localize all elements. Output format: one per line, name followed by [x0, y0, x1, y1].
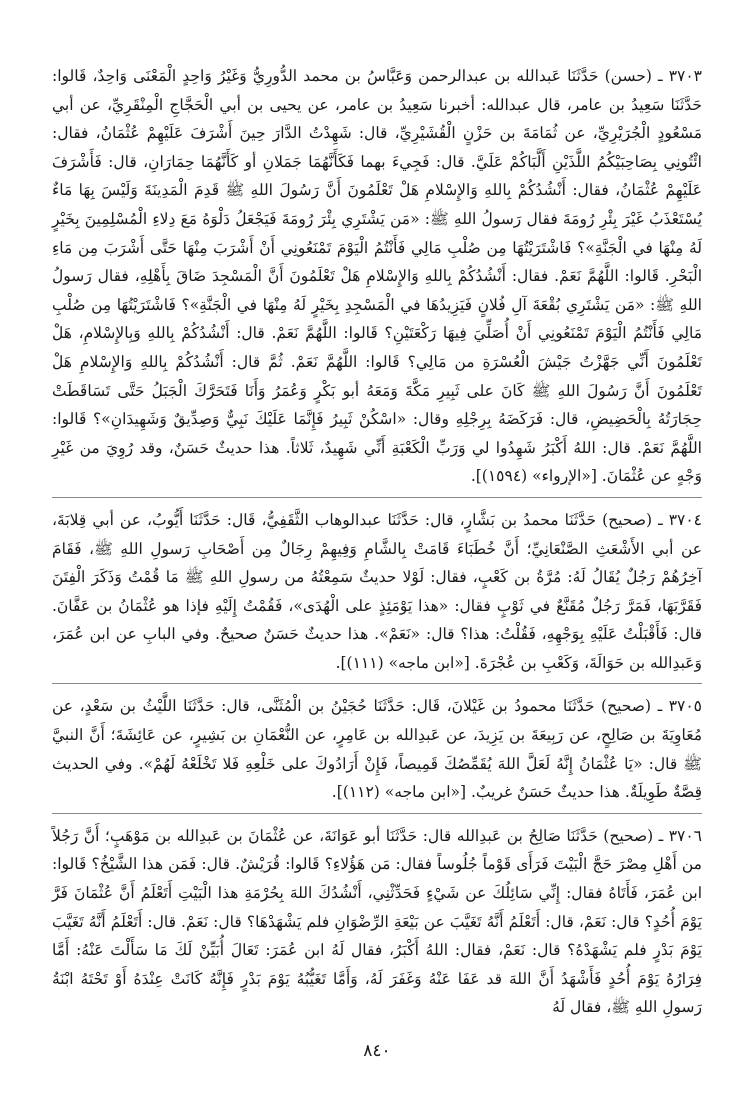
hadith-separator — [52, 813, 702, 814]
hadith-3703: ٣٧٠٣ ـ (حسن) حَدَّثَنَا عَبدالله بن عبدالرحمن وَعَبَّاسُ بن محمد الدُّورِيُّ وَغَيْرُ وَاحِدٍ الْمَعْنَى وَاحِدٌ، قَالوا: حَدَّثَنَا سَعِيدُ بن عامر، قال عبدالله: أخبرنا سَعِيدُ بن عامر، عن يحيى بن أبي الْحَجَّاجِ الْمِنْقَرِيِّ، عن أبي مَسْعُودٍ الْجُرَيْرِيِّ، عن ثُمَامَةَ بن حَزْنٍ الْقُشَيْرِيِّ، قال: شَهِدْتُ الدَّارَ حِينَ أَشْرَفَ عَلَيْهِمْ عُثْمَانُ، فقال: ائْتُونِي بِصَاحِبَيْكُمُ اللَّذَيْنِ أَلَّبَاكُمْ عَلَيَّ. قال: فَجِيءَ بهما فَكَأَنَّهُمَا جَمَلانِ أو كَأَنَّهُمَا حِمَارَانِ، قال: فَأَشْرَفَ عَلَيْهِمْ عُثْمَانُ، فقال: أَنْشُدُكُمْ بِاللهِ وَالإِسْلامِ هَلْ تَعْلَمُونَ أَنَّ رَسُولَ اللهِ ﷺ قَدِمَ الْمَدِينَةَ وَلَيْسَ بِهَا مَاءٌ يُسْتَعْذَبُ غَيْرَ بِئْرِ رُومَةَ فقال رَسولُ اللهِ ﷺ: «مَن يَشْتَرِي بِئْرَ رُومَةَ فَيَجْعَلُ دَلْوَهُ مَعَ دِلاءِ الْمُسْلِمِينَ بِخَيْرٍ لَهُ مِنْهَا في الْجَنَّةِ»؟ فَاشْتَرَيْتُهَا مِن صُلْبِ مَالِي فَأَنْتُمُ الْيَوْمَ تَمْنَعُونِي أَنْ أَشْرَبَ مِنْهَا حَتَّى أَشْرَبَ مِن مَاءِ الْبَحْرِ. قَالوا: اللَّهُمَّ نَعَمْ. فقال: أَنْشُدُكُمْ بِاللهِ وَالإِسْلامِ هَلْ تَعْلَمُونَ أَنَّ الْمَسْجِدَ ضَاقَ بِأَهْلِهِ، فقال رَسولُ اللهِ ﷺ: «مَن يَشْتَرِي بُقْعَةَ آلِ فُلانٍ فَيَزِيدُهَا في الْمَسْجِدِ بِخَيْرٍ لَهُ مِنْهَا في الْجَنَّةِ»؟ فَاشْتَرَيْتُهَا مِن صُلْبِ مَالِي فَأَنْتُمُ الْيَوْمَ تَمْنَعُونِي أَنْ أُصَلِّيَ فِيهَا رَكْعَتَيْنِ؟ قَالوا: اللَّهُمَّ نَعَمْ. قال: أَنْشُدُكُمْ بِاللهِ وَبِالإِسْلامِ، هَلْ تَعْلَمُونَ أَنِّي جَهَّزْتُ جَيْشَ الْعُسْرَةِ من مَالِي؟ قَالوا: اللَّهُمَّ نَعَمْ. ثُمَّ قال: أَنْشُدُكُمْ بِاللهِ وَالإِسْلامِ هَلْ تَعْلَمُونَ أَنَّ رَسُولَ اللهِ ﷺ كَانَ على ثَبِيرِ مَكَّةَ وَمَعَهُ أبو بَكْرٍ وَعُمَرُ وَأَنَا فَتَحَرَّكَ الْجَبَلُ حَتَّى تَسَاقَطَتْ حِجَارَتُهُ بِالْحَضِيضِ، قال: فَرَكَضَهُ بِرِجْلِهِ وقال: «اسْكُنْ ثَبِيرُ فَإِنَّمَا عَلَيْكَ نَبِيٌّ وَصِدِّيقٌ وَشَهِيدَانِ»؟ قَالوا: اللَّهُمَّ نَعَمْ. قال: اللهُ أَكْبَرُ شَهِدُوا لي وَرَبِّ الْكَعْبَةِ أَنِّي شَهِيدٌ، ثَلاثاً. هذا حديثٌ حَسَنٌ، وقد رُوِيَ من غَيْرِ وَجْهٍ عن عُثْمَانَ. [«الإرواء» (١٥٩٤)]. — [52, 67, 702, 486]
hadith-separator — [52, 497, 702, 498]
hadith-3705: ٣٧٠٥ ـ (صحيح) حَدَّثَنَا محمودُ بن غَيْلانَ، قَال: حَدَّثَنَا حُجَيْنُ بن الْمُثَنَّى، قال: حَدَّثَنَا اللَّيْثُ بن سَعْدٍ، عن مُعَاوِيَةَ بن صَالِحٍ، عن رَبِيعَةَ بن يَزِيدَ، عن عَبدِالله بن عَامِرٍ، عن النُّعْمَانِ بن بَشِيرٍ، عن عَائِشَةَ؛ أَنَّ النبيَّ ﷺ قال: «يَا عُثْمَانُ إِنَّهُ لَعَلَّ اللهَ يُقَمِّصُكَ قَمِيصاً، فَإِنْ أَرَادُوكَ على خَلْعِهِ فَلا تَخْلَعْهُ لَهُمْ». وفي الحديث قِصَّةٌ طَوِيلَةٌ. هذا حديثٌ حَسَنٌ غريبٌ. [«ابن ماجه» (١١٢)]. — [52, 697, 702, 802]
hadith-3706: ٣٧٠٦ ـ (صحيح) حَدَّثَنَا صَالِحُ بن عَبدِالله قال: حَدَّثَنَا أبو عَوَانَةَ، عن عُثْمَانَ بن عَبدِالله بن مَوْهَبٍ؛ أَنَّ رَجُلاً من أَهْلِ مِصْرَ حَجَّ الْبَيْتَ فَرَأَى قَوْماً جُلُوساً فقال: مَن هَؤُلاءِ؟ قَالوا: قُرَيْشٌ. قال: فَمَن هذا الشَّيْخُ؟ قَالوا: ابن عُمَرَ، فَأَتَاهُ فقال: إِنِّي سَائِلُكَ عن شَيْءٍ فَحَدِّثْنِي، أَنْشُدُكَ اللهَ بِحُرْمَةِ هذا الْبَيْتِ أَتَعْلَمُ أَنَّ عُثْمَانَ فَرَّ يَوْمَ أُحُدٍ؟ قال: نَعَمْ، قال: أَتَعْلَمُ أَنَّهُ تَغَيَّبَ عن بَيْعَةِ الرِّضْوَانِ فلم يَشْهَدْهَا؟ قال: نَعَمْ. قال: أَتَعْلَمُ أَنَّهُ تَغَيَّبَ يَوْمَ بَدْرٍ فلم يَشْهَدْهُ؟ قال: نَعَمْ، فقال: اللهُ أَكْبَرُ، فقال لَهُ ابن عُمَرَ: تَعَالَ أُبَيِّنْ لَكَ مَا سَأَلْتَ عَنْهُ: أَمَّا فِرَارُهُ يَوْمَ أُحُدٍ فَأَشْهَدُ أَنَّ اللهَ قد عَفَا عَنْهُ وَغَفَرَ لَهُ، وَأَمَّا تَغَيُّبُهُ يَوْمَ بَدْرٍ فَإِنَّهُ كَانَتْ عِنْدَهُ أَوْ تَحْتَهُ ابْنَةُ رَسولِ اللهِ ﷺ، فقال لَهُ — [52, 826, 702, 1017]
hadith-separator — [52, 683, 702, 684]
hadith-3704: ٣٧٠٤ ـ (صحيح) حَدَّثَنَا محمدُ بن بَشَّارٍ، قال: حَدَّثَنَا عبدالوهاب الثَّقَفِيُّ، قَال: حَدَّثَنَا أَيُّوبُ، عن أبي قِلابَةَ، عن أبي الأَشْعَثِ الصَّنْعَانِيِّ؛ أَنَّ خُطَبَاءَ قَامَتْ بِالشَّامِ وَفِيهِمْ رِجَالٌ مِن أَصْحَابِ رَسولِ اللهِ ﷺ، فَقَامَ آخِرُهُمْ رَجُلٌ يُقَالُ لَهُ: مُرَّةُ بن كَعْبٍ، فقال: لَوْلا حديثٌ سَمِعْتُهُ من رسولِ اللهِ ﷺ مَا قُمْتُ وَذَكَرَ الْفِتَنَ فَقَرَّبَهَا، فَمَرَّ رَجُلٌ مُقَنَّعٌ في ثَوْبٍ فقال: «هذا يَوْمَئِذٍ على الْهُدَى»، فَقُمْتُ إِلَيْهِ فإذا هو عُثْمَانُ بن عَفَّانَ. قال: فَأَقْبَلْتُ عَلَيْهِ بِوَجْهِهِ، فَقُلْتُ: هذا؟ قال: «نَعَمْ». هذا حديثٌ حَسَنٌ صحيحٌ. وفي البابِ عن ابن عُمَرَ، وَعَبدِالله بن حَوَالَةَ، وَكَعْبِ بن عُجْرَةَ. [«ابن ماجه» (١١١)]. — [52, 510, 702, 672]
page-number: ٨٤٠ — [363, 1041, 391, 1061]
